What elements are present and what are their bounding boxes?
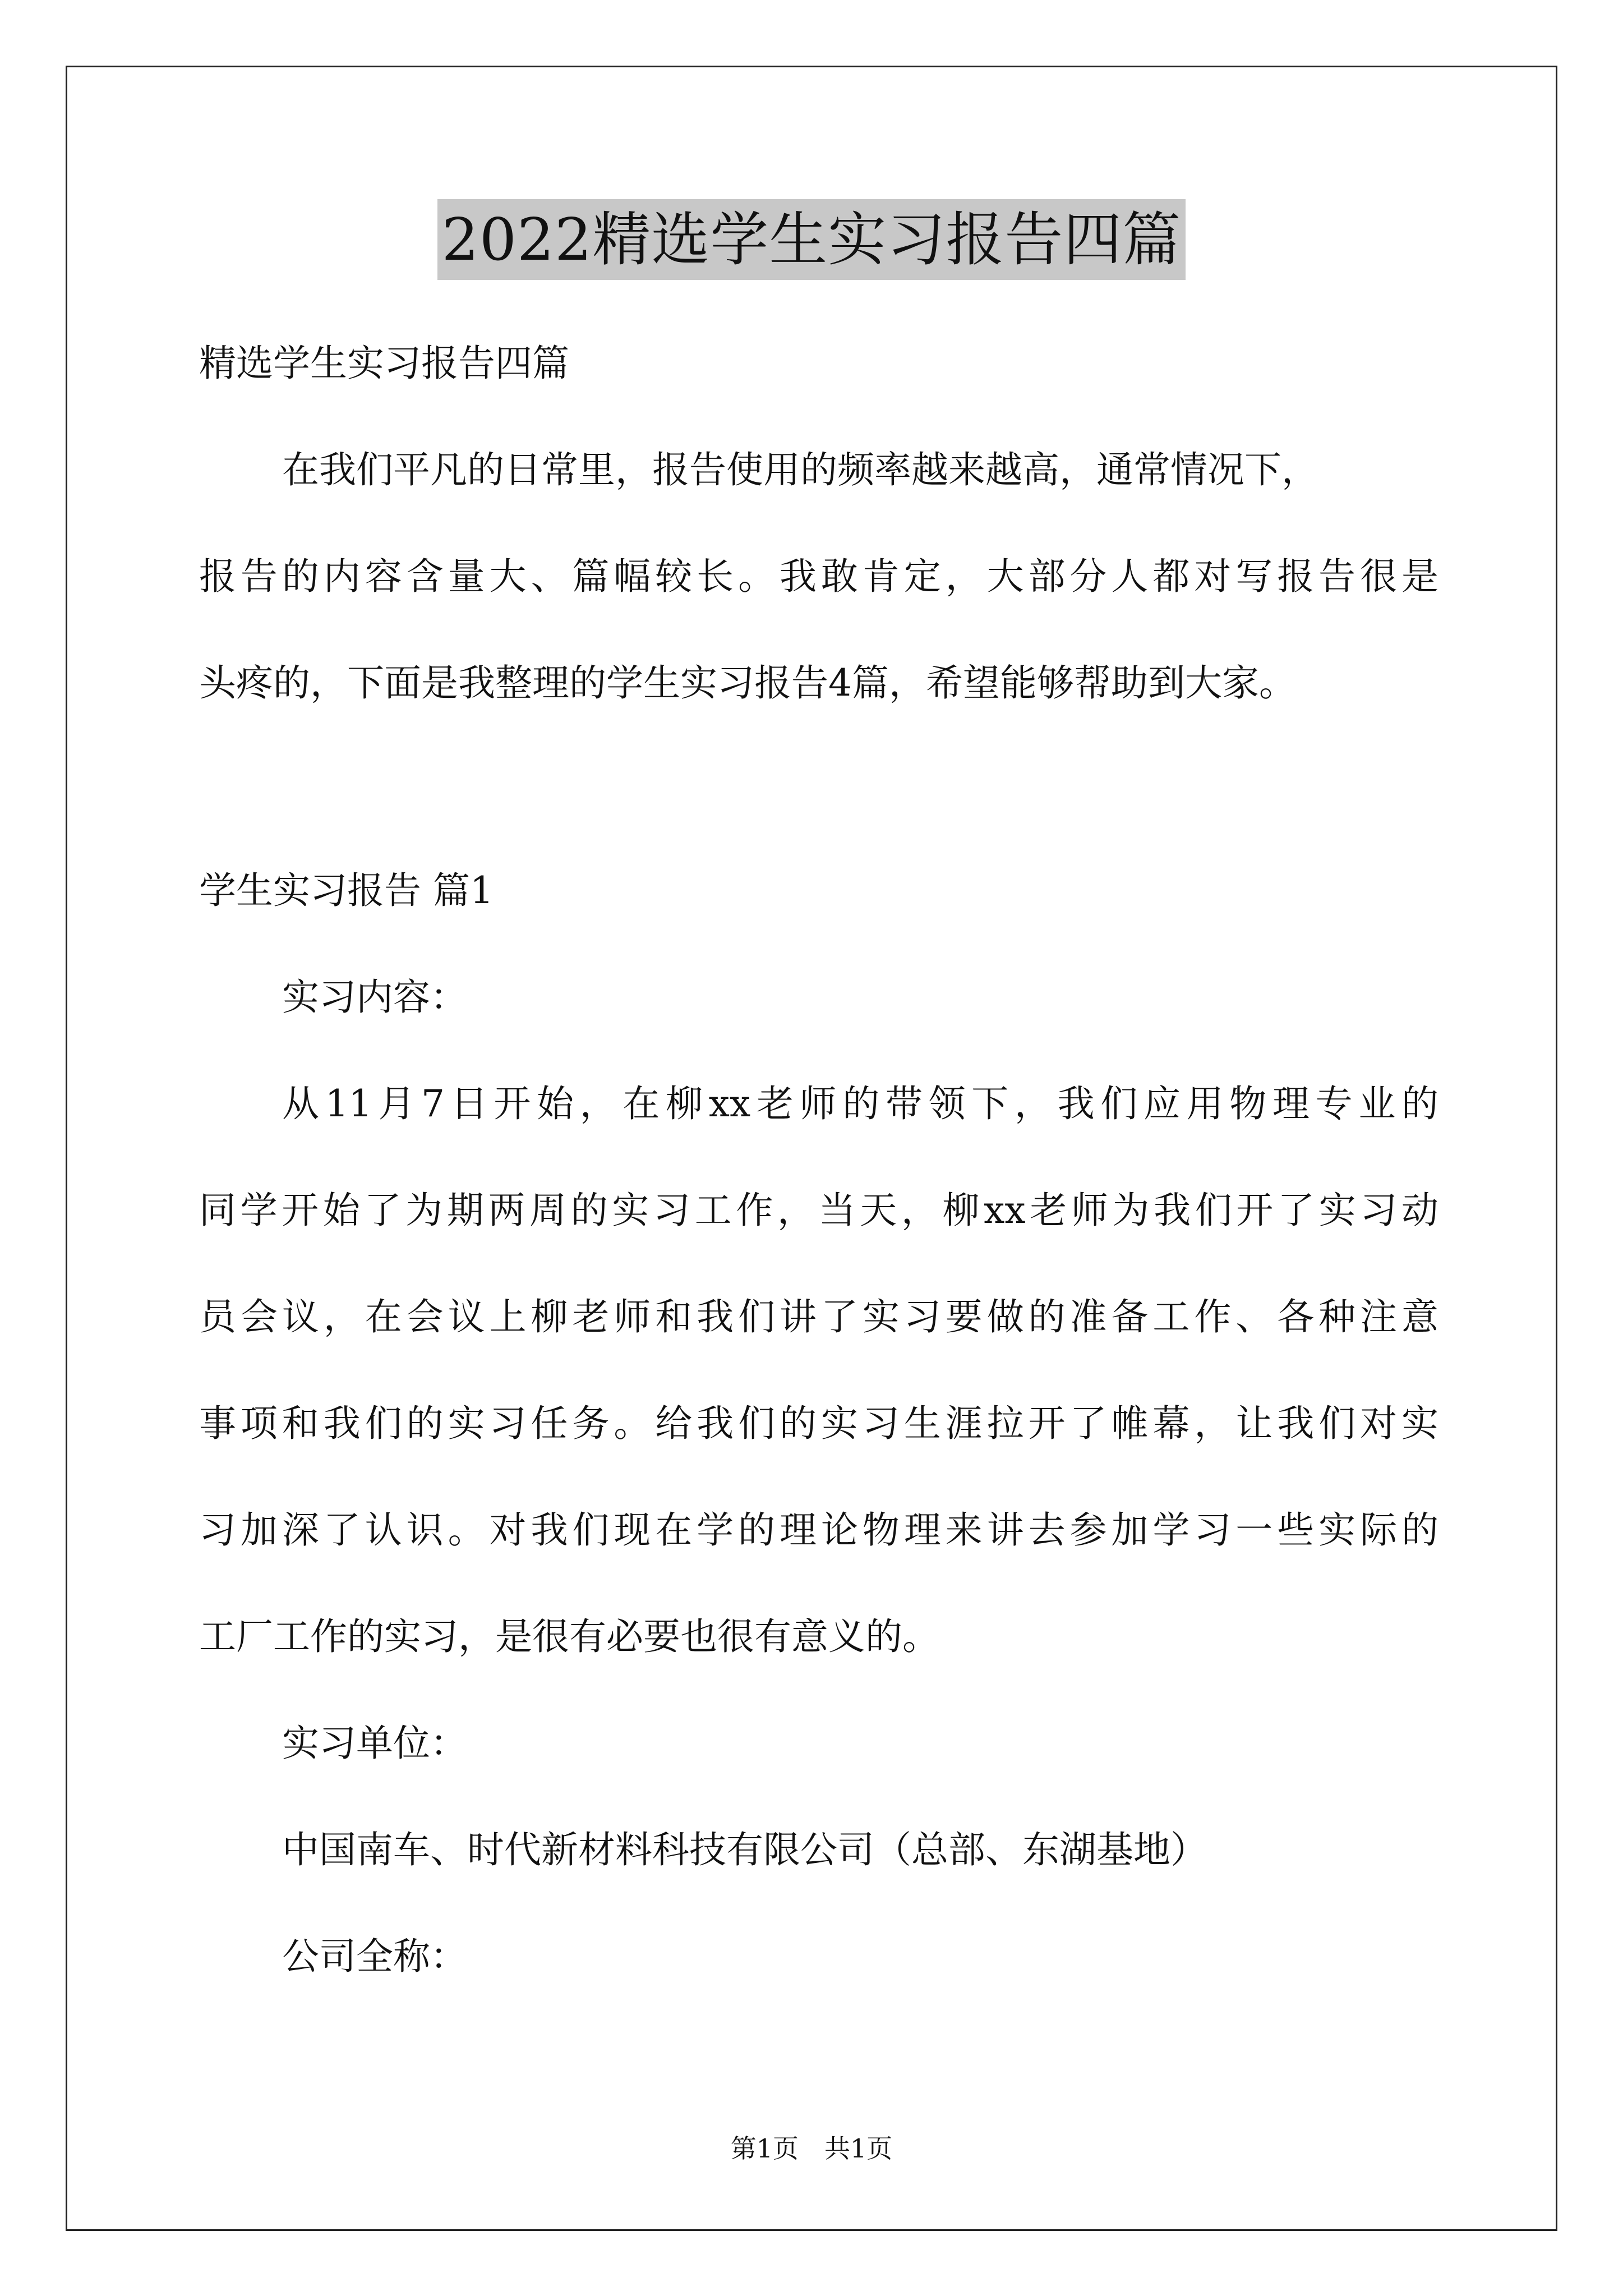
document-title: 2022精选学生实习报告四篇 bbox=[437, 199, 1186, 280]
section-heading: 学生实习报告 篇1 bbox=[199, 869, 494, 912]
text-line: 工厂工作的实习，是很有必要也很有意义的。 bbox=[199, 1615, 939, 1658]
text-line: 中国南车、时代新材料科技有限公司（总部、东湖基地） bbox=[282, 1828, 1207, 1871]
page-footer: 第1页 共1页 bbox=[730, 2133, 893, 2164]
text-line: 习加深了认识。对我们现在学的理论物理来讲去参加学习一些实际的 bbox=[199, 1508, 1438, 1552]
text-line: 从11月7日开始，在柳xx老师的带领下，我们应用物理专业的 bbox=[282, 1082, 1438, 1125]
text-line-subtitle: 精选学生实习报告四篇 bbox=[199, 342, 569, 385]
text-line: 同学开始了为期两周的实习工作，当天，柳xx老师为我们开了实习动 bbox=[199, 1189, 1438, 1232]
title-container bbox=[0, 199, 1623, 280]
text-line: 事项和我们的实习任务。给我们的实习生涯拉开了帷幕，让我们对实 bbox=[199, 1402, 1438, 1445]
text-line: 实习内容： bbox=[282, 976, 467, 1019]
text-line: 公司全称： bbox=[282, 1935, 467, 1978]
text-line: 员会议，在会议上柳老师和我们讲了实习要做的准备工作、各种注意 bbox=[199, 1295, 1438, 1338]
text-line: 报告的内容含量大、篇幅较长。我敢肯定，大部分人都对写报告很是 bbox=[199, 555, 1438, 598]
text-line: 在我们平凡的日常里，报告使用的频率越来越高，通常情况下， bbox=[282, 448, 1318, 491]
page-border bbox=[66, 66, 1557, 2231]
text-line: 实习单位： bbox=[282, 1722, 467, 1765]
text-line: 头疼的，下面是我整理的学生实习报告4篇，希望能够帮助到大家。 bbox=[199, 661, 1296, 705]
